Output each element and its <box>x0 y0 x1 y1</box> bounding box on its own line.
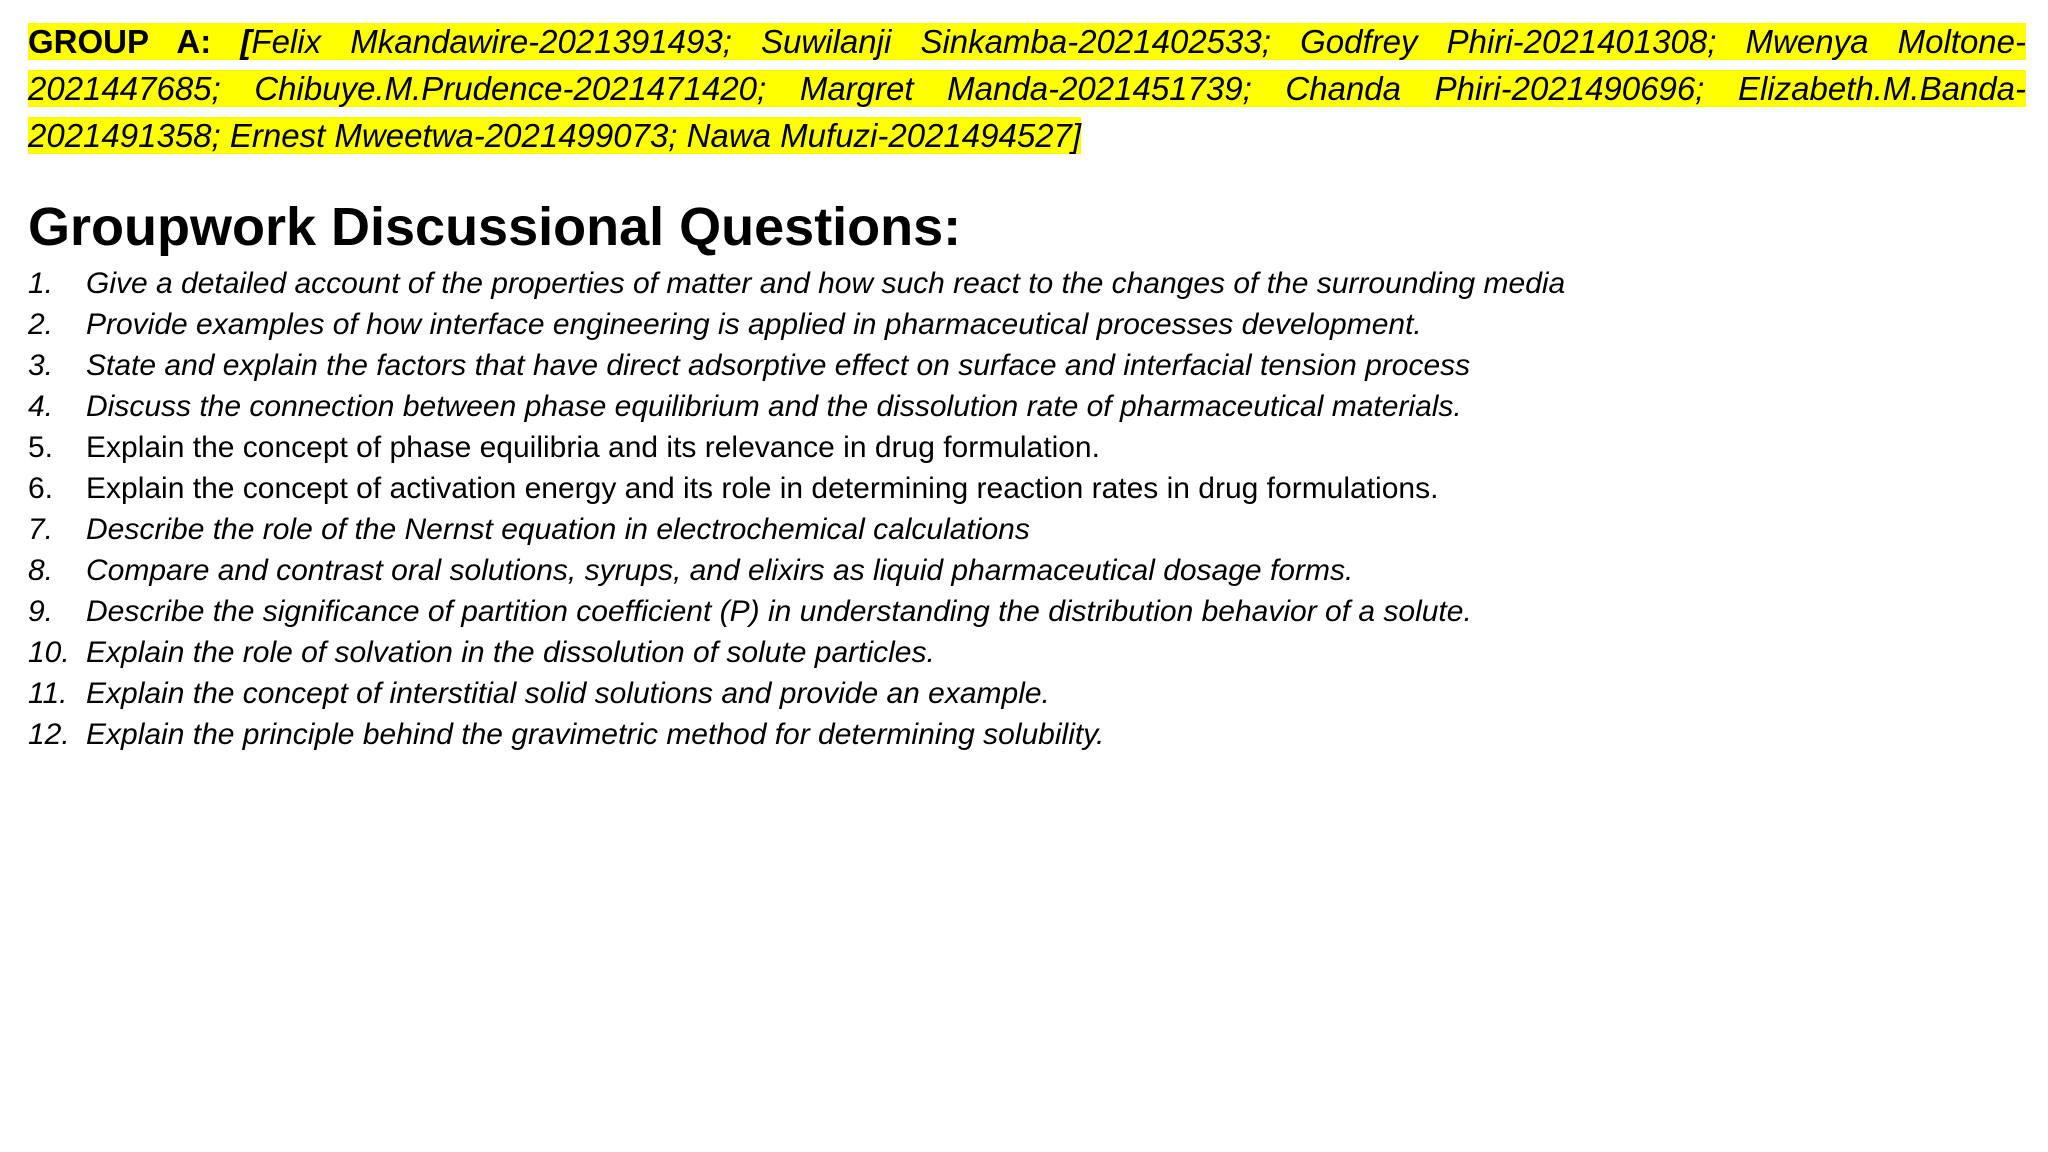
question-number: 4. <box>28 390 54 423</box>
question-text: Describe the significance of partition coefficient (P) in understanding the distribution behavior of a solute. <box>86 595 1472 628</box>
question-number: 11. <box>28 677 68 710</box>
group-label: GROUP A: <box>28 23 212 60</box>
group-members-list: Felix Mkandawire-2021391493; Suwilanji Sinkamba-2021402533; Godfrey Phiri-2021401308; Mwenya Moltone-2021447685; Chibuye.M.Prudence-2021471420; Margret Manda-2021451739; Chanda Phiri-2021490696; Elizabeth.M.Banda-2021491358; Ernest Mweetwa-2021499073; Nawa Mufuzi-2021494527] <box>28 23 2027 154</box>
question-item <box>28 468 2026 509</box>
question-text: Discuss the connection between phase equilibrium and the dissolution rate of pharmaceutical materials. <box>86 390 1462 423</box>
question-number: 5. <box>28 431 54 464</box>
question-number: 9. <box>28 595 54 628</box>
question-number: 7. <box>28 513 54 546</box>
question-item <box>28 304 2026 345</box>
question-text: Describe the role of the Nernst equation in electrochemical calculations <box>86 513 1030 546</box>
question-item <box>28 714 2026 755</box>
question-text: Compare and contrast oral solutions, syrups, and elixirs as liquid pharmaceutical dosage forms. <box>86 554 1354 587</box>
question-item <box>28 632 2026 673</box>
question-number: 2. <box>28 308 54 341</box>
question-text: Explain the role of solvation in the dissolution of solute particles. <box>86 636 935 669</box>
question-text: Explain the concept of interstitial solid solutions and provide an example. <box>86 677 1050 710</box>
group-open-bracket: [ <box>240 23 252 60</box>
question-number: 8. <box>28 554 54 587</box>
question-list <box>28 263 2026 755</box>
question-text: Explain the concept of activation energy and its role in determining reaction rates in drug formulations. <box>86 472 1439 505</box>
question-text: Explain the concept of phase equilibria and its relevance in drug formulation. <box>86 431 1100 464</box>
question-number: 1. <box>28 267 54 300</box>
question-item <box>28 345 2026 386</box>
question-number: 10. <box>28 636 70 669</box>
question-text: Give a detailed account of the properties of matter and how such react to the changes of the surrounding media <box>86 267 1566 300</box>
question-number: 3. <box>28 349 54 382</box>
question-text: State and explain the factors that have direct adsorptive effect on surface and interfacial tension process <box>86 349 1471 382</box>
question-item <box>28 509 2026 550</box>
question-text: Explain the principle behind the gravimetric method for determining solubility. <box>86 718 1105 751</box>
question-item <box>28 673 2026 714</box>
group-members-block <box>28 18 2026 159</box>
question-item <box>28 427 2026 468</box>
question-item <box>28 550 2026 591</box>
question-item <box>28 591 2026 632</box>
slide-content <box>28 18 2026 755</box>
question-number: 12. <box>28 718 70 751</box>
page-title: Groupwork Discussional Questions: <box>28 197 962 257</box>
question-text: Provide examples of how interface engineering is applied in pharmaceutical processes development. <box>86 308 1422 341</box>
group-highlight <box>28 23 2026 154</box>
question-item <box>28 263 2026 304</box>
question-item <box>28 386 2026 427</box>
question-number: 6. <box>28 472 54 505</box>
